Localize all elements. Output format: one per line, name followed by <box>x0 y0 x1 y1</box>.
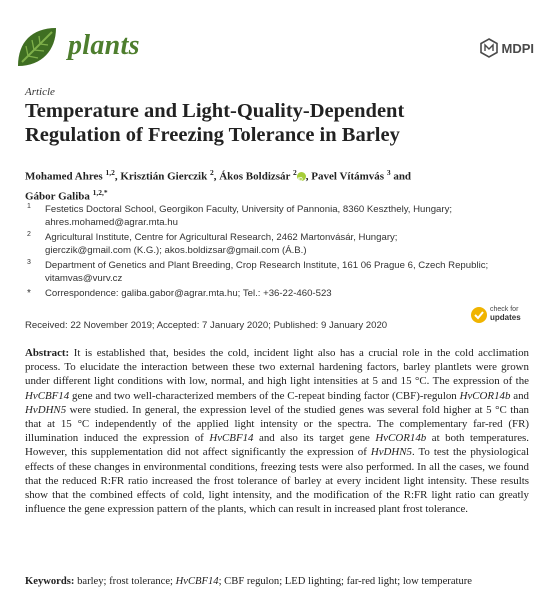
article-type: Article <box>25 86 55 98</box>
author-affil-sup: 2 <box>209 168 214 177</box>
author-name[interactable]: Gábor Galiba <box>25 190 90 203</box>
check-updates-label: check for updates <box>490 306 521 322</box>
affiliation-text: Agricultural Institute, Centre for Agricultural Research, 2462 Martonvásár, Hungary; <box>45 232 398 243</box>
affiliation-text: Department of Genetics and Plant Breeding, Crop Research Institute, 161 06 Prague 6, Czech Republic; <box>45 260 489 271</box>
keywords-label: Keywords: <box>25 576 75 587</box>
affiliation-email[interactable]: vitamvas@vurv.cz <box>45 272 123 284</box>
affiliation-email[interactable]: gierczik@gmail.com (K.G.); akos.boldizsar@gmail.com (Á.B.) <box>45 244 307 256</box>
abstract-label: Abstract: <box>25 347 70 359</box>
publication-dates: Received: 22 November 2019; Accepted: 7 January 2020; Published: 9 January 2020 <box>25 320 388 331</box>
author-affil-sup: 3 <box>386 168 391 177</box>
affiliation-item <box>25 204 515 229</box>
mdpi-hexagon-icon <box>480 38 498 58</box>
author-affil-sup: 1,2,* <box>92 187 108 197</box>
author-conjunction: and <box>393 170 412 183</box>
affiliation-number: 3 <box>27 259 31 266</box>
mdpi-logo <box>480 38 535 58</box>
author-name[interactable]: Ákos Boldizsár <box>219 170 291 183</box>
correspondence-star: * <box>27 288 31 299</box>
plants-leaf-icon <box>14 24 60 70</box>
keywords: Keywords: barley; frost tolerance; HvCBF14; CBF regulon; LED lighting; far-red light; low temperature <box>25 576 472 587</box>
affiliation-text: Festetics Doctoral School, Georgikon Faculty, University of Pannonia, 8360 Keszthely, Hungary; <box>45 204 453 215</box>
author-name[interactable]: Mohamed Ahres <box>25 170 103 183</box>
journal-name: plants <box>68 30 140 61</box>
affiliation-number: 2 <box>27 231 31 238</box>
author-name[interactable]: Pavel Vítámvás <box>311 170 385 183</box>
correspondence-text[interactable]: Correspondence: galiba.gabor@agrar.mta.hu; Tel.: +36-22-460-523 <box>45 288 332 299</box>
article-title: Temperature and Light-Quality-Dependent Regulation of Freezing Tolerance in Barley <box>25 100 405 146</box>
orcid-icon[interactable] <box>297 172 306 181</box>
author-affil-sup: 2 <box>292 168 297 177</box>
abstract: Abstract: It is established that, besides the cold, incident light also has a crucial role in the cold acclimation process. To elucidate the interaction between these two external hardening factors, barley plantlets were grown under different light conditions with low, normal, and high light intensities at 5 and 15 °C. The expression of the HvCBF14 gene and two well-characterized members of the C-repeat binding factor (CBF)-regulon HvCOR14b and HvDHN5 were studied. In general, the expression level of the studied genes was several fold higher at 5 °C than that at 15 °C independently of the applied light intensity or the spectra. The complementary far-red (FR) illumination induced the expression of HvCBF14 and also its target gene HvCOR14b at both temperatures. However, this supplementation did not affect significantly the expression of HvDHN5. To test the physiological effects of these changes in environmental conditions, freezing tests were also performed. In all the cases, we found that the reduced R:FR ratio increased the frost tolerance of barley at every incident light intensity. These results show that the combined effects of cold, light intensity, and the modification of the R:FR light ratio can greatly influence the gene expression pattern of the plants, which can result in increased plant frost tolerance. <box>25 347 529 516</box>
check-for-updates-badge[interactable] <box>470 304 530 332</box>
affiliation-number: 1 <box>27 203 31 210</box>
affiliations <box>25 204 515 304</box>
publisher-name: MDPI <box>501 40 534 56</box>
affiliation-email[interactable]: ahres.mohamed@agrar.mta.hu <box>45 216 178 228</box>
affiliation-item <box>25 232 515 257</box>
author-name[interactable]: Krisztián Gierczik <box>120 170 208 183</box>
author-affil-sup: 1,2 <box>105 168 115 177</box>
author-list: Mohamed Ahres $^{1,2}$, Krisztián Gierczik $^2$, Ákos Boldizsár $^2$iD , Pavel Vítámvás $^3$ and Gábor Galiba $^{1,2,*}$ <box>25 165 525 204</box>
bookmark-check-icon <box>470 306 488 328</box>
affiliation-item <box>25 260 515 285</box>
correspondence <box>25 288 515 301</box>
